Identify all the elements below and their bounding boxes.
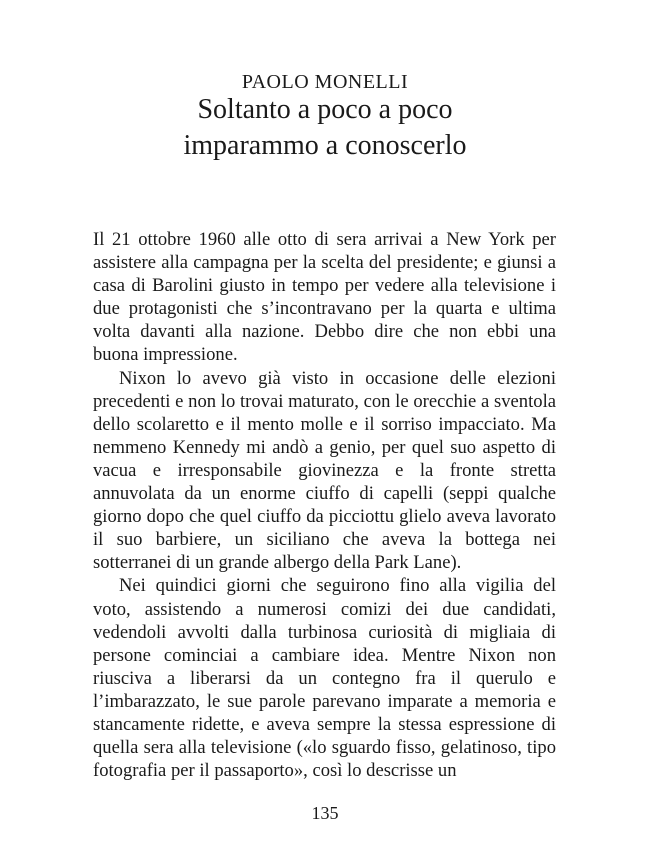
body-text (93, 228, 556, 782)
author-name: PAOLO MONELLI (241, 71, 409, 93)
chapter-title (0, 92, 650, 164)
paragraph-1: Il 21 ottobre 1960 alle otto di sera arrivai a New York per assistere alla campagna per la scelta del presidente; e giunsi a casa di Barolini giusto in tempo per vedere alla televisione i due protagonisti che s’incontravano per la quarta e ultima volta davanti alla nazione. Debbo dire che non ebbi una buona impressione. (93, 229, 556, 366)
chapter-title-line-2: imparammo a conoscerlo (183, 130, 467, 161)
chapter-title-line-1: Soltanto a poco a poco (197, 94, 453, 125)
page-number: 135 (311, 803, 339, 823)
paragraph-3: Nei quindici giorni che seguirono fino alla vigilia del voto, assistendo a numerosi comizi dei due candidati, vedendoli avvolti dalla turbinosa curiosità di migliaia di persone cominciai a cambiare idea. Mentre Nixon non riusciva a liberarsi da un contegno fra il querulo e l’imbarazzato, le sue parole parevano imparate a memoria e stancamente ridette, e aveva sempre la stessa espressione di quella sera alla televisione («lo sguardo fisso, gelatinoso, tipo fotografia per il passaporto», così lo descrisse un (93, 575, 556, 782)
paragraph-2: Nixon lo avevo già visto in occasione delle elezioni precedenti e non lo trovai maturato, con le orecchie a sventola dello scolaretto e il mento molle e il sorriso impacciato. Ma nemmeno Kennedy mi andò a genio, per quel suo aspetto di vacua e irresponsabile giovinezza e la fronte stretta annuvolata da un enorme ciuffo di capelli (seppi qualche giorno dopo che quel ciuffo da picciottu glielo aveva lavorato il suo barbiere, un siciliano che aveva la bottega nei sotterranei di un grande albergo della Park Lane). (93, 367, 556, 574)
